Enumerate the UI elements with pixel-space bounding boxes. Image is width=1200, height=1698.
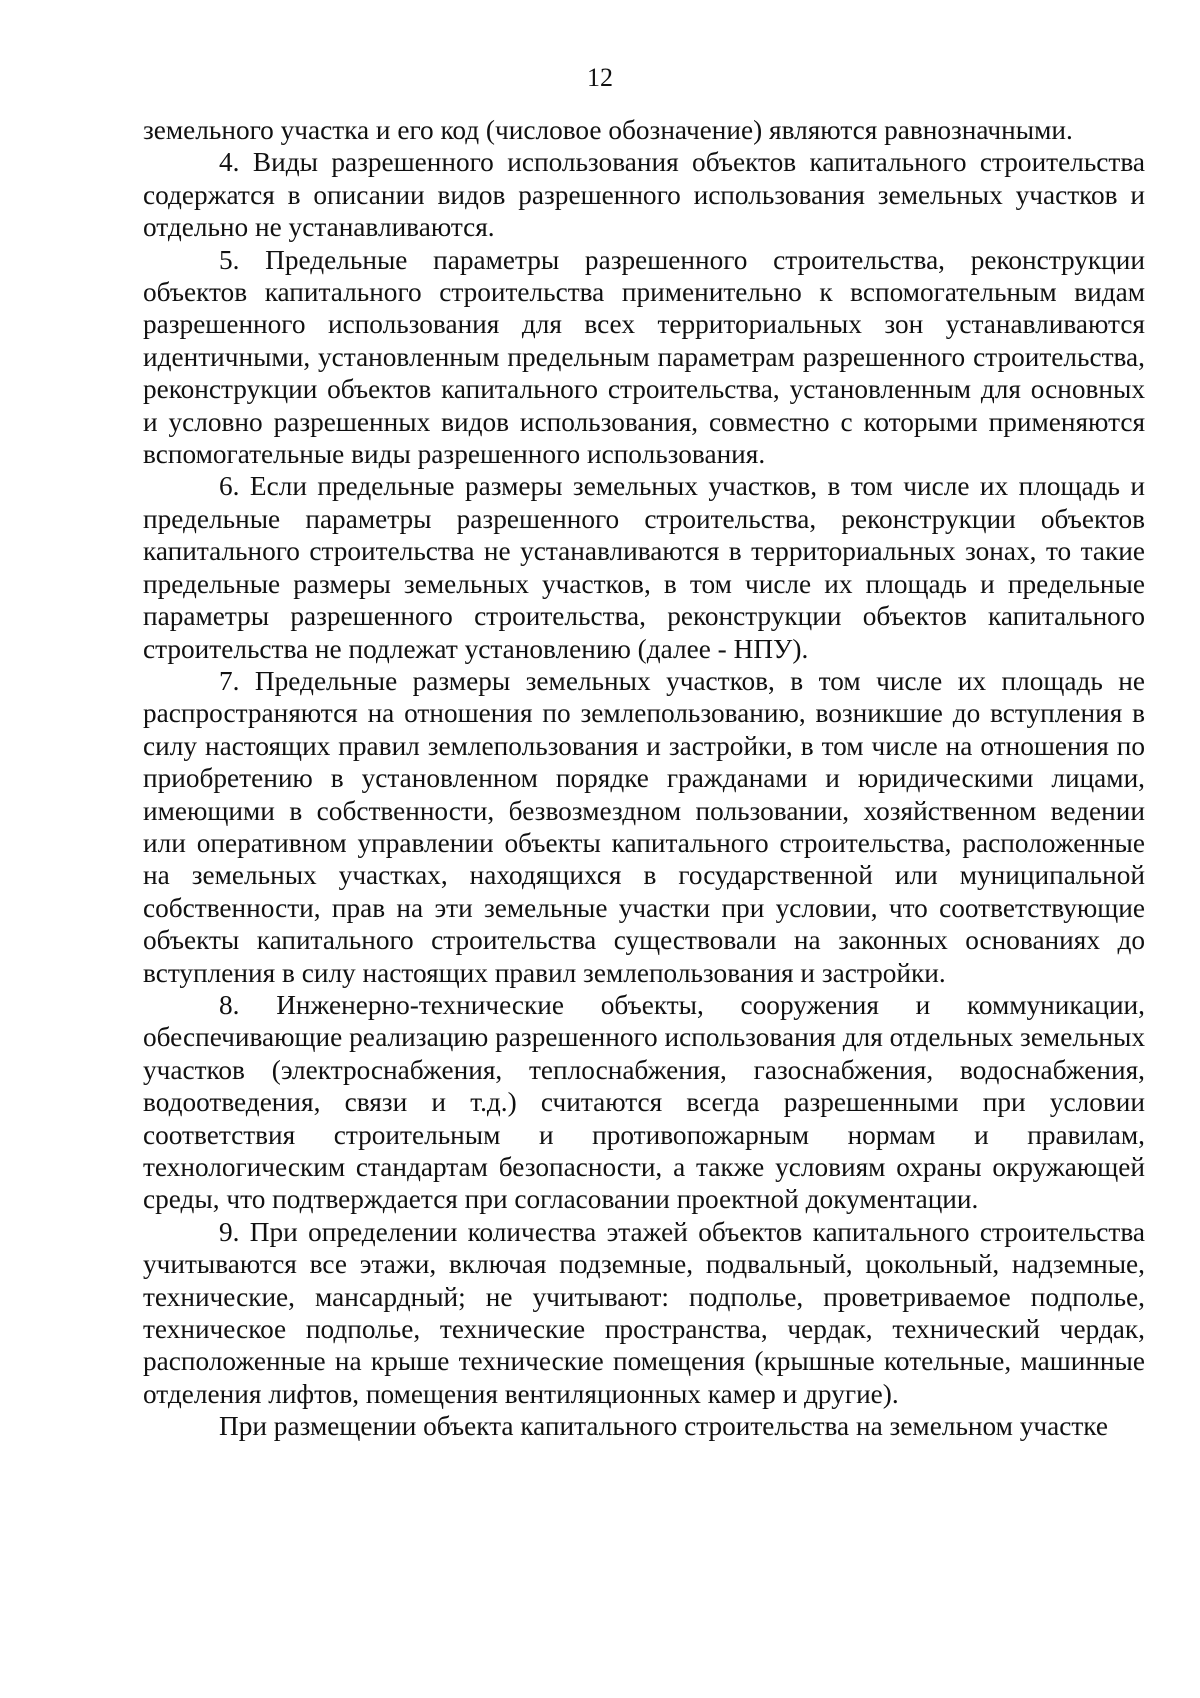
paragraph-item-9: 9. При определении количества этажей объектов капитального строительства учитываются все этажи, включая подземные, подвальный, цокольный, надземные, технические, мансардный; не учитывают: подполье, проветриваемое подполье, техническое подполье, технические пространства, чердак, технический чердак, расположенные на крыше технические помещения (крышные котельные, машинные отделения лифтов, помещения вентиляционных камер и другие). [143, 1216, 1145, 1409]
paragraph-item-4: 4. Виды разрешенного использования объектов капитального строительства содержатся в описании видов разрешенного использования земельных участков и отдельно не устанавливаются. [143, 147, 1145, 243]
paragraph-item-6: 6. Если предельные размеры земельных участков, в том числе их площадь и предельные параметры разрешенного строительства, реконструкции объектов капитального строительства не устанавливаются в территориальных зонах, то такие предельные размеры земельных участков, в том числе их площадь и предельные параметры разрешенного строительства, реконструкции объектов капитального строительства не подлежат установлению (далее - НПУ). [143, 471, 1145, 664]
paragraph-item-7: 7. Предельные размеры земельных участков, в том числе их площадь не распространяются на отношения по землепользованию, возникшие до вступления в силу настоящих правил землепользования и застройки, в том числе на отношения по приобретению в установленном порядке гражданами и юридическими лицами, имеющими в собственности, безвозмездном пользовании, хозяйственном ведении или оперативном управлении объекты капитального строительства, расположенные на земельных участках, находящихся в государственной или муниципальной собственности, прав на эти земельные участки при условии, что соответствующие объекты капитального строительства существовали на законных основаниях до вступления в силу настоящих правил землепользования и застройки. [143, 665, 1145, 988]
page-number: 12 [587, 63, 613, 92]
body-text [143, 114, 1145, 1443]
paragraph-item-8: 8. Инженерно-технические объекты, сооружения и коммуникации, обеспечивающие реализацию разрешенного использования для отдельных земельных участков (электроснабжения, теплоснабжения, газоснабжения, водоснабжения, водоотведения, связи и т.д.) считаются всегда разрешенными при условии соответствия строительным и противопожарным нормам и правилам, технологическим стандартам безопасности, а также условиям охраны окружающей среды, что подтверждается при согласовании проектной документации. [143, 989, 1145, 1215]
paragraph-continuation: земельного участка и его код (числовое обозначение) являются равнозначными. [143, 115, 1073, 145]
paragraph-item-5: 5. Предельные параметры разрешенного строительства, реконструкции объектов капитального строительства применительно к вспомогательным видам разрешенного использования для всех территориальных зон устанавливаются идентичными, установленным предельным параметрам разрешенного строительства, реконструкции объектов капитального строительства, установленным для основных и условно разрешенных видов использования, совместно с которыми применяются вспомогательные виды разрешенного использования. [143, 244, 1145, 470]
paragraph-final: При размещении объекта капитального строительства на земельном участке [219, 1411, 1108, 1442]
